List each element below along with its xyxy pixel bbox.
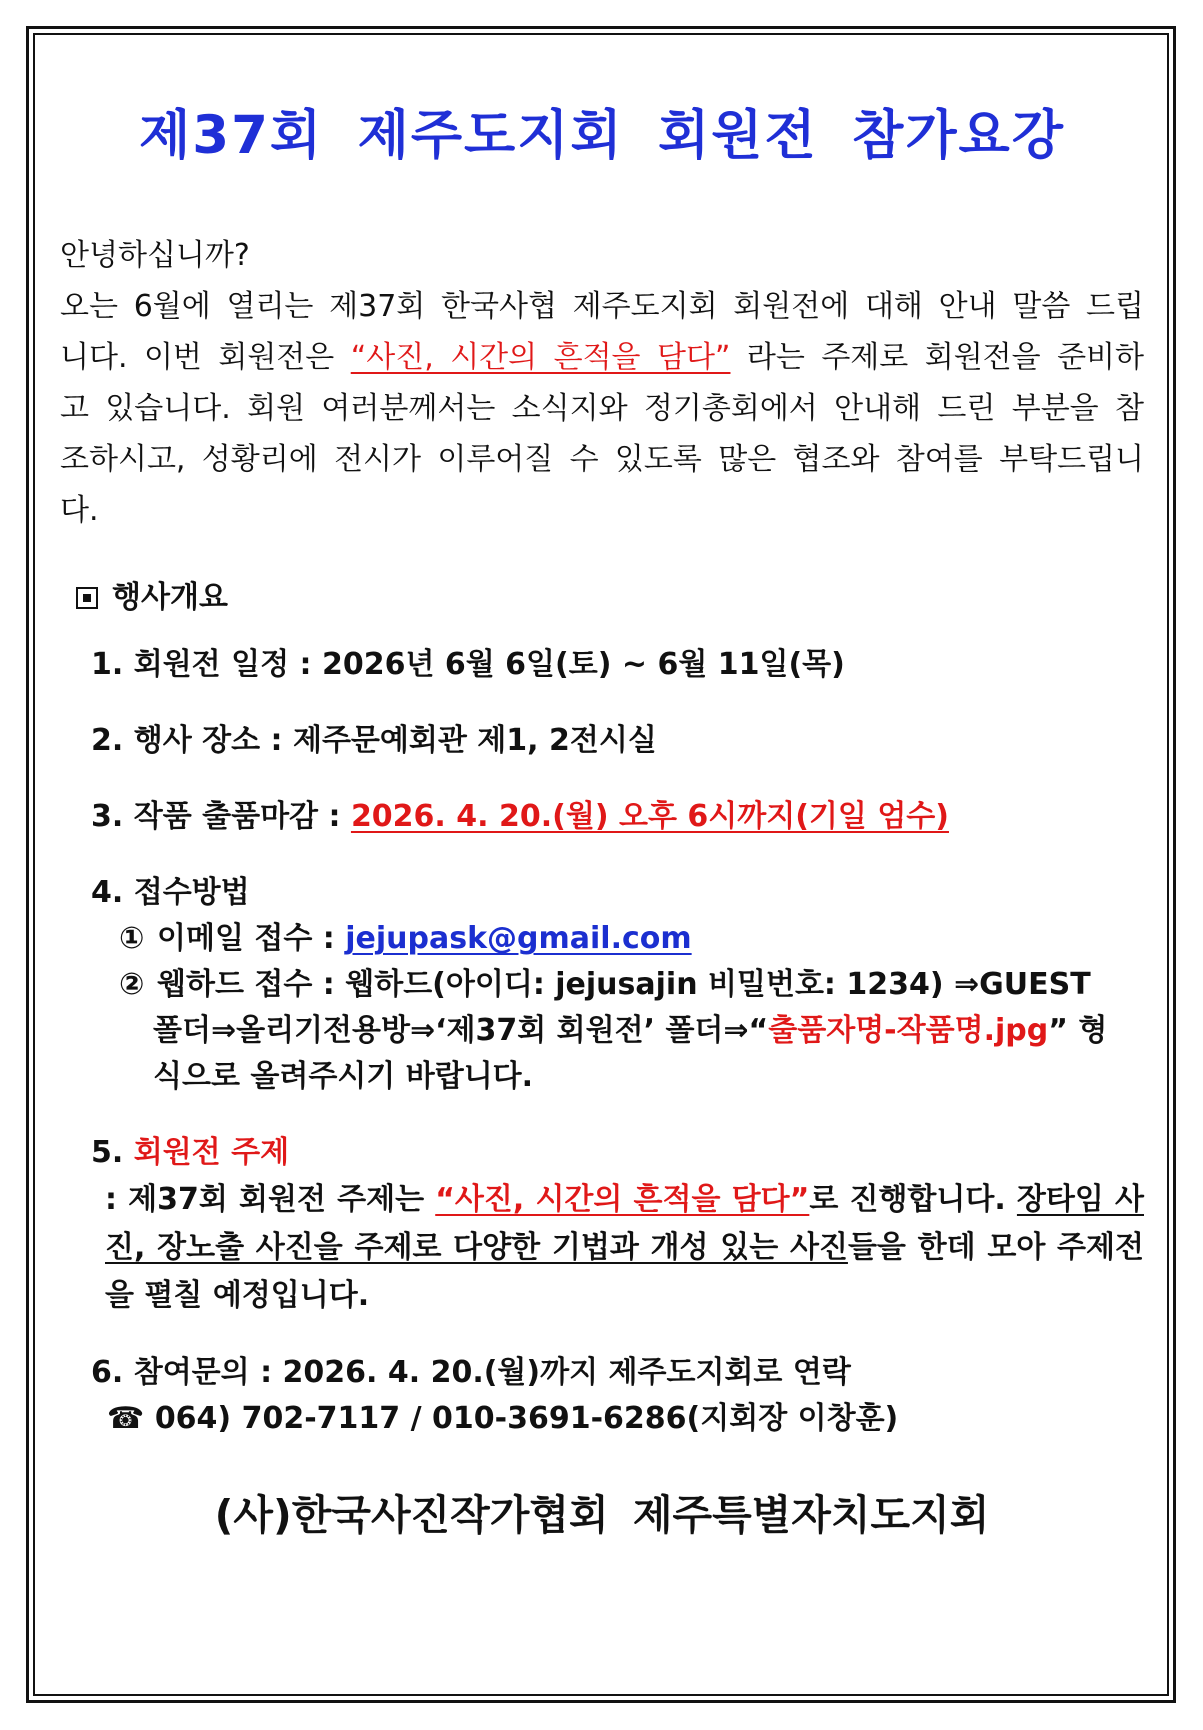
intro-theme-quote: “사진, 시간의 흔적을 담다”: [350, 340, 731, 375]
theme-text-c: 들을 한데 모아 주제전을 펼칠 예정입니다.: [105, 1230, 1144, 1313]
webhard-line-3: 식으로 올려주시기 바랍니다.: [153, 1059, 534, 1094]
theme-underlined: 장타임 사진, 장노출 사진을 주제로 다양한 기법과 개성 있는 사진: [105, 1182, 1144, 1265]
submission-webhard: [119, 962, 1144, 1008]
item-inquiry: [91, 1350, 1144, 1442]
webhard-filename: 출품자명-작품명.jpg: [768, 1013, 1049, 1048]
circled-two: ②: [119, 967, 145, 1002]
deadline-value: 2026. 4. 20.(월) 오후 6시까지(기일 엄수): [350, 799, 949, 834]
theme-label: 회원전 주제: [133, 1135, 290, 1170]
inquiry-text: 6. 참여문의 : 2026. 4. 20.(월)까지 제주도지회로 연락: [91, 1355, 851, 1390]
intro-text-2: 라는 주제로 회원전을 준비하고 있습니다. 회원 여러분께서는 소식지와 정기총회에서 안내해 드린 부분을 참조하시고, 성황리에 전시가 이루어질 수 있도록 많은 협조와 참여를 부탁드립니다.: [60, 340, 1145, 528]
section-title: 행사개요: [112, 580, 228, 615]
submission-label: 4. 접수방법: [91, 875, 250, 910]
item-deadline: [91, 794, 1144, 840]
inquiry-phone: ☎ 064) 702-7117 / 010-3691-6286(지회장 이창훈): [107, 1401, 899, 1436]
webhard-line-2b: ” 형: [1048, 1013, 1108, 1048]
deadline-label: 3. 작품 출품마감 :: [91, 799, 351, 834]
email-label: 이메일 접수 :: [157, 921, 346, 956]
section-heading: [76, 572, 1144, 616]
item-venue: 2. 행사 장소 : 제주문예회관 제1, 2전시실: [91, 723, 657, 758]
organization-footer: (사)한국사진작가협회 제주특별자치도지회: [214, 1491, 990, 1539]
theme-heading: [91, 1130, 1144, 1176]
event-items: [91, 642, 1144, 1442]
square-bullet-icon: [76, 587, 98, 609]
theme-text-b: 로 진행합니다.: [809, 1182, 1017, 1217]
submission-email: [119, 916, 1144, 962]
document-body: [60, 40, 1144, 1541]
theme-text-a: : 제37회 회원전 주제는: [105, 1182, 436, 1217]
item-submission: [91, 870, 1144, 1100]
greeting: 안녕하십니까?: [60, 238, 250, 273]
circled-one: ①: [119, 921, 145, 956]
webhard-line-1: 웹하드 접수 : 웹하드(아이디: jejusajin 비밀번호: 1234) ⇒GUEST: [157, 967, 1091, 1002]
webhard-continuation: [153, 1008, 1144, 1100]
intro-paragraph: [60, 230, 1144, 536]
intro-text-1: 오는 6월에 열리는 제37회 한국사협 제주도지회 회원전에 대해 안내 말씀 드립니다. 이번 회원전은: [60, 289, 1144, 375]
document-title: 제37회 제주도지회 회원전 참가요강: [139, 105, 1065, 166]
item-theme: [91, 1130, 1144, 1320]
item-schedule: 1. 회원전 일정 : 2026년 6월 6일(토) ~ 6월 11일(목): [91, 647, 845, 682]
theme-num: 5.: [91, 1135, 134, 1170]
email-link[interactable]: jejupask@gmail.com: [345, 921, 692, 956]
theme-quote: “사진, 시간의 흔적을 담다”: [435, 1182, 810, 1217]
theme-body: [105, 1176, 1144, 1320]
intro-body: [60, 281, 1144, 536]
webhard-line-2a: 폴더⇒올리기전용방⇒‘제37회 회원전’ 폴더⇒“: [153, 1013, 769, 1048]
